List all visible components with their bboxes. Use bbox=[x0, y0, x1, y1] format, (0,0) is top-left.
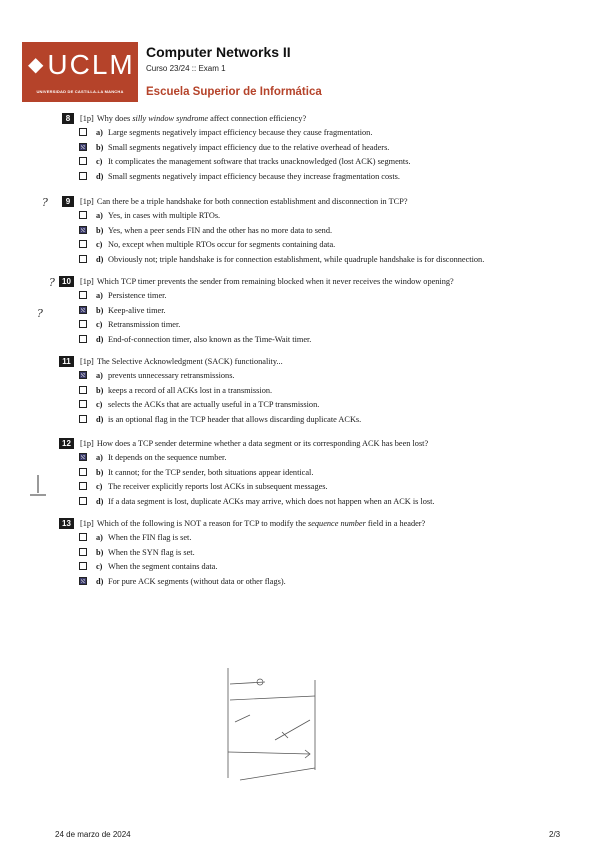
option-letter: c) bbox=[96, 157, 103, 167]
option-text: Yes, in cases with multiple RTOs. bbox=[108, 211, 221, 220]
logo-text: UCLM bbox=[47, 49, 135, 80]
school-name: Escuela Superior de Informática bbox=[146, 86, 322, 98]
option-text: It depends on the sequence number. bbox=[108, 453, 227, 462]
option-letter: b) bbox=[96, 467, 104, 477]
checkbox[interactable] bbox=[79, 400, 87, 408]
question-13 bbox=[0, 518, 612, 590]
question-prompt bbox=[80, 356, 283, 367]
checkbox[interactable] bbox=[79, 128, 87, 136]
diamond-icon: ◆ bbox=[28, 54, 46, 76]
answer-option[interactable] bbox=[0, 467, 612, 482]
option-letter: b) bbox=[96, 305, 104, 315]
answer-option[interactable] bbox=[0, 305, 612, 320]
option-text: When the SYN flag is set. bbox=[108, 547, 195, 557]
footer-date: 24 de marzo de 2024 bbox=[55, 830, 131, 839]
prompt-text: Why does bbox=[96, 114, 133, 123]
option-text: Persistence timer. bbox=[108, 291, 167, 300]
option-letter: c) bbox=[96, 320, 103, 330]
option-text: For pure ACK segments (without data or other flags). bbox=[108, 576, 286, 586]
option-text: When the segment contains data. bbox=[108, 562, 218, 572]
checkbox-checked[interactable] bbox=[79, 306, 87, 314]
option-text: Small segments negatively impact efficiency due to the relative overhead of headers. bbox=[108, 142, 390, 152]
answer-option[interactable] bbox=[0, 561, 612, 576]
option-letter: a) bbox=[96, 533, 103, 542]
answer-option[interactable] bbox=[0, 254, 612, 269]
checkbox-checked[interactable] bbox=[79, 453, 87, 461]
checkbox[interactable] bbox=[79, 468, 87, 476]
option-text: When the FIN flag is set. bbox=[108, 533, 192, 542]
answer-option[interactable] bbox=[0, 142, 612, 157]
question-number: 9 bbox=[62, 196, 74, 207]
handwritten-tick-icon bbox=[26, 473, 50, 499]
option-text: Large segments negatively impact efficiency because they cause fragmentation. bbox=[108, 128, 373, 137]
question-number: 12 bbox=[59, 438, 74, 449]
question-points: [1p] bbox=[80, 439, 94, 448]
checkbox[interactable] bbox=[79, 240, 87, 248]
answer-option[interactable] bbox=[0, 370, 612, 385]
option-letter: c) bbox=[96, 562, 103, 572]
option-letter: a) bbox=[96, 211, 103, 220]
question-prompt bbox=[80, 438, 428, 449]
uclm-logo bbox=[22, 42, 138, 102]
handwritten-mark-q10-b: ? bbox=[37, 307, 43, 320]
option-letter: a) bbox=[96, 291, 103, 300]
answer-option[interactable] bbox=[0, 452, 612, 467]
option-letter: b) bbox=[96, 142, 104, 152]
option-letter: d) bbox=[96, 254, 104, 264]
handwritten-mark-q9: ? bbox=[42, 196, 48, 209]
checkbox[interactable] bbox=[79, 211, 87, 219]
option-letter: c) bbox=[96, 240, 103, 250]
question-prompt bbox=[80, 196, 408, 207]
prompt-text: Can there be a triple handshake for both connection establishment and disconnection in TCP? bbox=[96, 197, 408, 206]
checkbox[interactable] bbox=[79, 415, 87, 423]
answer-option[interactable] bbox=[0, 547, 612, 562]
question-9 bbox=[0, 196, 612, 268]
answer-option[interactable] bbox=[0, 210, 612, 225]
answer-option[interactable] bbox=[0, 414, 612, 429]
checkbox[interactable] bbox=[79, 157, 87, 165]
prompt-text: Which of the following is NOT a reason for TCP to modify the bbox=[96, 519, 308, 528]
question-points: [1p] bbox=[80, 519, 94, 528]
checkbox[interactable] bbox=[79, 320, 87, 328]
option-text: prevents unnecessary retransmissions. bbox=[108, 371, 235, 380]
question-number: 8 bbox=[62, 113, 74, 124]
option-text: Retransmission timer. bbox=[108, 320, 181, 330]
answer-option[interactable] bbox=[0, 290, 612, 305]
answer-option[interactable] bbox=[0, 239, 612, 254]
course-label: Curso 23/24 :: Exam 1 bbox=[146, 64, 226, 73]
answer-option[interactable] bbox=[0, 319, 612, 334]
checkbox-checked[interactable] bbox=[79, 371, 87, 379]
option-letter: b) bbox=[96, 385, 104, 395]
question-number: 13 bbox=[59, 518, 74, 529]
option-letter: d) bbox=[96, 414, 104, 424]
checkbox[interactable] bbox=[79, 255, 87, 263]
option-text: is an optional flag in the TCP header that allows discarding duplicate ACKs. bbox=[108, 414, 362, 424]
checkbox-checked[interactable] bbox=[79, 226, 87, 234]
question-number: 11 bbox=[59, 356, 74, 367]
question-11 bbox=[0, 356, 612, 428]
answer-option[interactable] bbox=[0, 156, 612, 171]
option-text: Keep-alive timer. bbox=[108, 305, 166, 315]
option-letter: a) bbox=[96, 128, 103, 137]
answer-option[interactable] bbox=[0, 334, 612, 349]
question-points: [1p] bbox=[80, 197, 94, 206]
option-text: End-of-connection timer, also known as the Time-Wait timer. bbox=[108, 334, 312, 344]
option-text: The receiver explicitly reports lost ACKs in subsequent messages. bbox=[108, 482, 328, 492]
option-text: If a data segment is lost, duplicate ACKs may arrive, which does not happen when an ACK is lost. bbox=[108, 496, 435, 506]
question-prompt bbox=[80, 113, 306, 124]
prompt-text-end: affect connection efficiency? bbox=[208, 114, 307, 123]
prompt-text: How does a TCP sender determine whether a data segment or its corresponding ACK has been lost? bbox=[96, 439, 429, 448]
checkbox[interactable] bbox=[79, 172, 87, 180]
answer-option[interactable] bbox=[0, 127, 612, 142]
question-prompt bbox=[80, 276, 454, 287]
option-letter: d) bbox=[96, 171, 104, 181]
prompt-emphasis: sequence number bbox=[307, 519, 366, 528]
option-letter: c) bbox=[96, 482, 103, 492]
logo-subtitle: UNIVERSIDAD DE CASTILLA-LA MANCHA bbox=[36, 89, 124, 94]
handwritten-mark-q10: ? bbox=[49, 276, 55, 289]
checkbox-checked[interactable] bbox=[79, 577, 87, 585]
option-text: It cannot; for the TCP sender, both situations appear identical. bbox=[108, 467, 314, 477]
checkbox[interactable] bbox=[79, 482, 87, 490]
checkbox[interactable] bbox=[79, 335, 87, 343]
option-letter: d) bbox=[96, 334, 104, 344]
page-number: 2/3 bbox=[549, 830, 561, 839]
option-text: Obviously not; triple handshake is for connection establishment, while quadruple handshake is for disconnection. bbox=[108, 254, 485, 264]
checkbox-checked[interactable] bbox=[79, 143, 87, 151]
question-prompt bbox=[80, 518, 425, 529]
prompt-emphasis: silly window syndrome bbox=[132, 114, 209, 123]
option-text: keeps a record of all ACKs lost in a transmission. bbox=[108, 385, 273, 395]
checkbox[interactable] bbox=[79, 548, 87, 556]
prompt-text: Which TCP timer prevents the sender from remaining blocked when it never receives the window opening? bbox=[96, 277, 454, 286]
question-points: [1p] bbox=[80, 357, 94, 366]
question-points: [1p] bbox=[80, 277, 94, 286]
question-points: [1p] bbox=[80, 114, 94, 123]
page-title: Computer Networks II bbox=[146, 44, 291, 60]
answer-option[interactable] bbox=[0, 481, 612, 496]
option-text: Small segments negatively impact efficiency because they increase fragmentation costs. bbox=[108, 171, 400, 181]
option-letter: a) bbox=[96, 453, 103, 462]
answer-option[interactable] bbox=[0, 225, 612, 240]
checkbox[interactable] bbox=[79, 386, 87, 394]
option-text: It complicates the management software that tracks unacknowledged (lost ACK) segments. bbox=[108, 157, 411, 167]
prompt-text: The Selective Acknowledgment (SACK) functionality... bbox=[96, 357, 283, 366]
prompt-text-end: field in a header? bbox=[365, 519, 426, 528]
checkbox[interactable] bbox=[79, 497, 87, 505]
option-letter: a) bbox=[96, 371, 103, 380]
answer-option[interactable] bbox=[0, 496, 612, 511]
question-12 bbox=[0, 438, 612, 510]
checkbox[interactable] bbox=[79, 562, 87, 570]
question-number: 10 bbox=[59, 276, 74, 287]
option-letter: c) bbox=[96, 400, 103, 410]
answer-option[interactable] bbox=[0, 532, 612, 547]
option-text: Yes, when a peer sends FIN and the other has no more data to send. bbox=[108, 225, 333, 235]
question-10 bbox=[0, 276, 612, 348]
handwritten-sketch bbox=[220, 660, 330, 790]
option-letter: d) bbox=[96, 496, 104, 506]
answer-option[interactable] bbox=[0, 171, 612, 186]
answer-option[interactable] bbox=[0, 385, 612, 400]
option-letter: b) bbox=[96, 225, 104, 235]
option-letter: d) bbox=[96, 576, 104, 586]
option-text: No, except when multiple RTOs occur for segments containing data. bbox=[108, 240, 336, 250]
checkbox[interactable] bbox=[79, 291, 87, 299]
checkbox[interactable] bbox=[79, 533, 87, 541]
question-8 bbox=[0, 113, 612, 185]
option-letter: b) bbox=[96, 547, 104, 557]
answer-option[interactable] bbox=[0, 576, 612, 591]
option-text: selects the ACKs that are actually useful in a TCP transmission. bbox=[108, 400, 320, 410]
answer-option[interactable] bbox=[0, 399, 612, 414]
